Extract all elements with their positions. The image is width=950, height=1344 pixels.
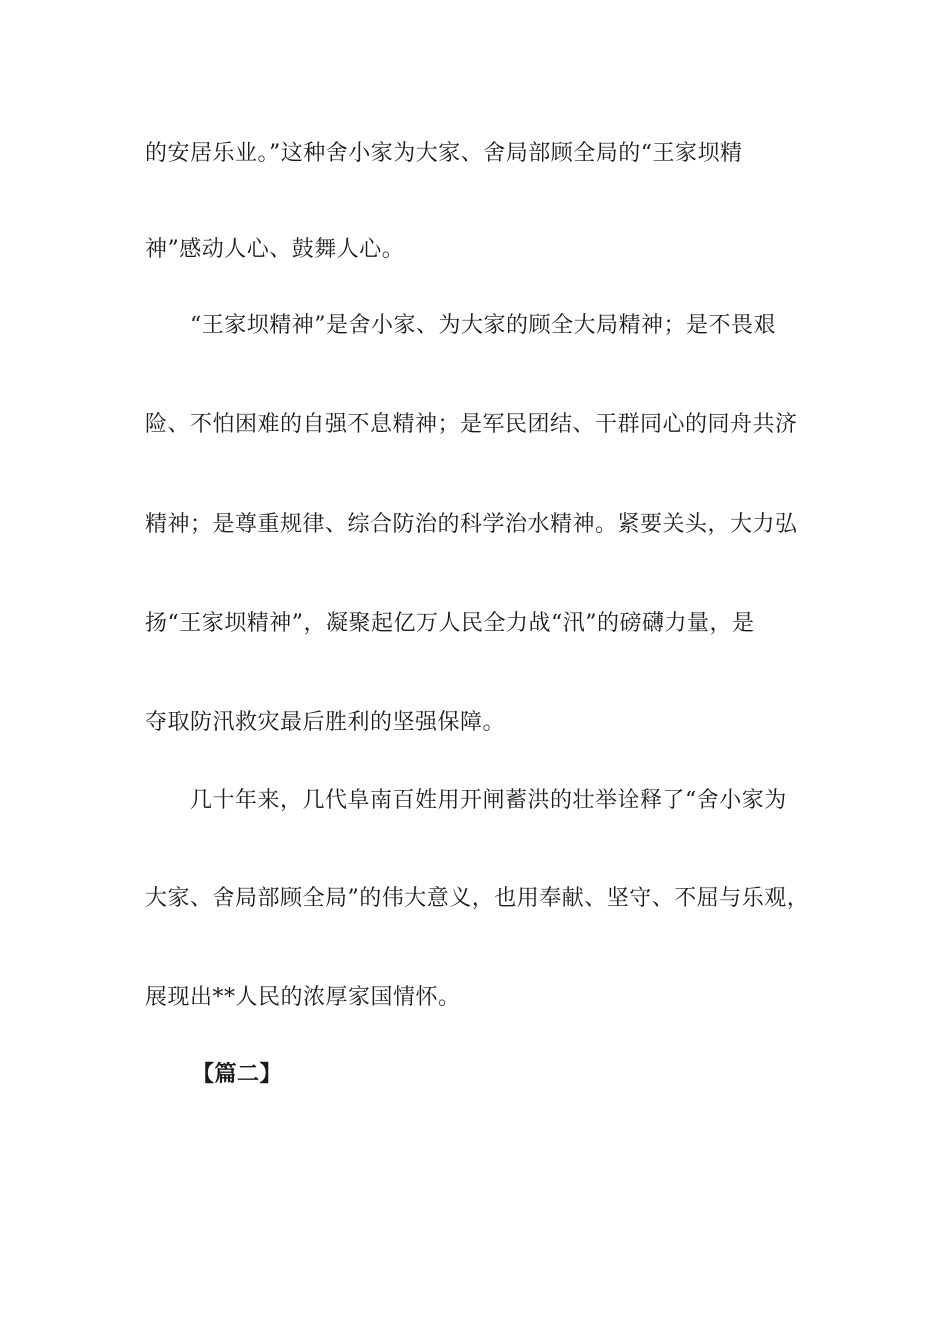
section-heading: 【篇二】 <box>192 1061 283 1087</box>
paragraph-line: 展现出**人民的浓厚家国情怀。 <box>145 985 461 1010</box>
paragraph-line: 几十年来，几代阜南百姓用开闸蓄洪的壮举诠释了“舍小家为 <box>190 788 787 813</box>
paragraph-line: 险、不怕困难的自强不息精神；是军民团结、干群同心的同舟共济 <box>145 412 798 437</box>
paragraph-line: 精神；是尊重规律、综合防治的科学治水精神。紧要关头，大力弘 <box>145 512 798 537</box>
paragraph-line: 神”感动人心、鼓舞人心。 <box>145 237 405 262</box>
paragraph-line: 扬“王家坝精神”，凝聚起亿万人民全力战“汛”的磅礴力量，是 <box>145 611 755 636</box>
paragraph-line: 的安居乐业。”这种舍小家为大家、舍局部顾全局的“王家坝精 <box>145 141 743 166</box>
paragraph-line: “王家坝精神”是舍小家、为大家的顾全大局精神；是不畏艰 <box>190 313 776 338</box>
paragraph-line: 大家、舍局部顾全局”的伟大意义，也用奉献、坚守、不屈与乐观， <box>145 886 810 911</box>
paragraph-line: 夺取防汛救灾最后胜利的坚强保障。 <box>145 710 506 735</box>
